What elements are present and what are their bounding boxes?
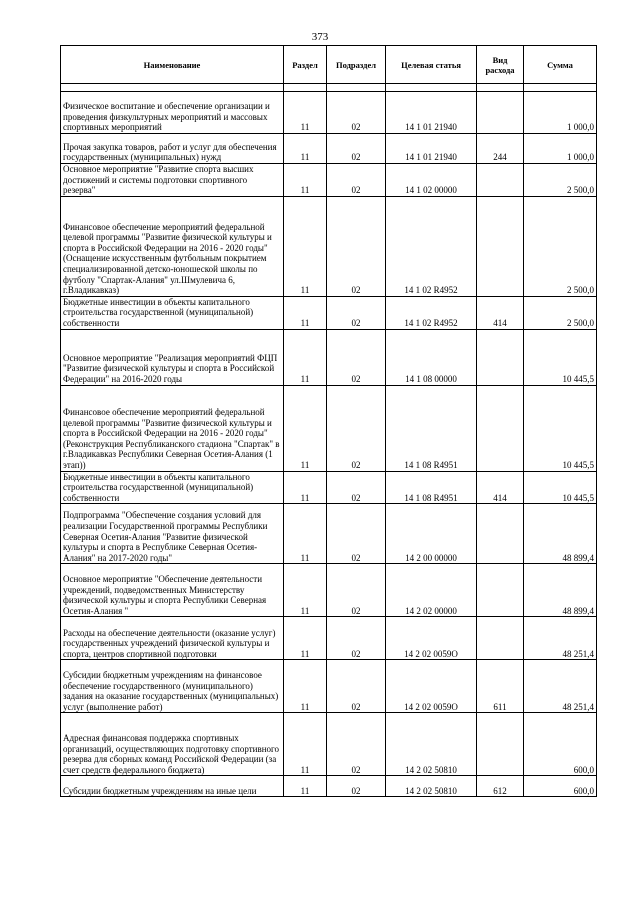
row-section: 11: [284, 92, 327, 134]
row-amount: 10 445,5: [524, 385, 597, 471]
header-name: Наименование: [61, 46, 284, 84]
row-name: Субсидии бюджетным учреждениям на финансовое обеспечение государственного (муниципального) задания на оказание государственных (муниципальных) услуг (выполнение работ): [61, 660, 284, 713]
table-row: [61, 776, 597, 797]
row-amount: 1 000,0: [524, 134, 597, 164]
row-subsection: 02: [327, 329, 386, 385]
table-row: [61, 617, 597, 660]
row-subsection: 02: [327, 504, 386, 564]
row-name: Основное мероприятие "Развитие спорта высших достижений и системы подготовки спортивного резерва": [61, 164, 284, 197]
row-expense-type: [477, 713, 524, 776]
header-amount: Сумма: [524, 46, 597, 84]
header-target-article: Целевая статья: [386, 46, 477, 84]
header-section: Раздел: [284, 46, 327, 84]
row-name: Подпрограмма "Обеспечение создания условий для реализации Государственной программы Республики Северная Осетия-Алания "Развитие физической культуры и спорта в Республике Северная Осетия-Алания" на 2017-2020 годы": [61, 504, 284, 564]
row-section: 11: [284, 296, 327, 329]
table-row: [61, 660, 597, 713]
header-subsection: Подраздел: [327, 46, 386, 84]
table-body: [61, 84, 597, 797]
row-target-article: 14 1 02 00000: [386, 164, 477, 197]
row-expense-type: 414: [477, 296, 524, 329]
row-target-article: 14 2 02 00000: [386, 564, 477, 617]
row-expense-type: 244: [477, 134, 524, 164]
row-subsection: 02: [327, 660, 386, 713]
row-expense-type: [477, 164, 524, 197]
row-amount: 48 251,4: [524, 617, 597, 660]
row-target-article: 14 1 08 R4951: [386, 385, 477, 471]
row-expense-type: [477, 564, 524, 617]
row-subsection: 02: [327, 385, 386, 471]
row-expense-type: [477, 617, 524, 660]
budget-table: [60, 45, 597, 797]
row-section: 11: [284, 617, 327, 660]
table-row: [61, 196, 597, 296]
table-row: [61, 504, 597, 564]
row-amount: 48 899,4: [524, 504, 597, 564]
table-row: [61, 329, 597, 385]
row-subsection: 02: [327, 134, 386, 164]
row-name: Финансовое обеспечение мероприятий федеральной целевой программы "Развитие физической культуры и спорта в Российской Федерации на 2016 - 2020 годы" (Реконструкция Республиканского стадиона "Спартак" в г.Владикавказ Республики Северная Осетия-Алания (1 этап)): [61, 385, 284, 471]
row-target-article: 14 2 02 0059O: [386, 617, 477, 660]
page-number: 373: [311, 31, 329, 43]
row-section: 11: [284, 385, 327, 471]
row-amount: 2 500,0: [524, 164, 597, 197]
row-section: 11: [284, 471, 327, 504]
table-row: [61, 134, 597, 164]
row-subsection: 02: [327, 713, 386, 776]
row-target-article: 14 1 02 R4952: [386, 196, 477, 296]
row-target-article: 14 1 02 R4952: [386, 296, 477, 329]
row-target-article: 14 2 00 00000: [386, 504, 477, 564]
row-name: Бюджетные инвестиции в объекты капитального строительства государственной (муниципальной) собственности: [61, 296, 284, 329]
row-name: Адресная финансовая поддержка спортивных организаций, осуществляющих подготовку спортивного резерва для сборных команд Российской Федерации (за счет средств федерального бюджета): [61, 713, 284, 776]
row-subsection: 02: [327, 196, 386, 296]
row-amount: 48 899,4: [524, 564, 597, 617]
row-amount: 2 500,0: [524, 196, 597, 296]
table-row: [61, 385, 597, 471]
row-section: 11: [284, 329, 327, 385]
row-section: 11: [284, 713, 327, 776]
row-expense-type: [477, 92, 524, 134]
row-section: 11: [284, 660, 327, 713]
row-expense-type: 611: [477, 660, 524, 713]
table-row: [61, 296, 597, 329]
row-target-article: 14 2 02 0059O: [386, 660, 477, 713]
row-name: Основное мероприятие "Обеспечение деятельности учреждений, подведомственных Министерству физической культуры и спорта Республики Северная Осетия-Алания ": [61, 564, 284, 617]
row-expense-type: [477, 196, 524, 296]
row-name: Расходы на обеспечение деятельности (оказание услуг) государственных учреждений физической культуры и спорта, центров спортивной подготовки: [61, 617, 284, 660]
table-row: [61, 564, 597, 617]
row-subsection: 02: [327, 617, 386, 660]
row-amount: 1 000,0: [524, 92, 597, 134]
row-amount: 600,0: [524, 776, 597, 797]
row-expense-type: 612: [477, 776, 524, 797]
table-row: [61, 713, 597, 776]
row-amount: 48 251,4: [524, 660, 597, 713]
row-amount: 2 500,0: [524, 296, 597, 329]
row-name: Субсидии бюджетным учреждениям на иные цели: [61, 776, 284, 797]
row-subsection: 02: [327, 564, 386, 617]
row-expense-type: [477, 504, 524, 564]
row-target-article: 14 1 01 21940: [386, 134, 477, 164]
header-spacer-row: [61, 84, 597, 92]
row-section: 11: [284, 196, 327, 296]
row-section: 11: [284, 504, 327, 564]
row-target-article: 14 1 08 R4951: [386, 471, 477, 504]
row-name: Бюджетные инвестиции в объекты капитального строительства государственной (муниципальной) собственности: [61, 471, 284, 504]
header-expense-type: Вид расхода: [477, 46, 524, 84]
row-subsection: 02: [327, 296, 386, 329]
row-name: Основное мероприятие "Реализация мероприятий ФЦП "Развитие физической культуры и спорта в Российской Федерации" на 2016-2020 годы: [61, 329, 284, 385]
row-expense-type: [477, 329, 524, 385]
row-name: Финансовое обеспечение мероприятий федеральной целевой программы "Развитие физической культуры и спорта в Российской Федерации на 2016 - 2020 годы" (Оснащение искусственным футбольным покрытием специализированной детско-юношеской школы по футболу "Спартак-Алания" ул.Шмулевича 6, г.Владикавказ): [61, 196, 284, 296]
row-name: Физическое воспитание и обеспечение организации и проведения физкультурных мероприятий и массовых спортивных мероприятий: [61, 92, 284, 134]
table-row: [61, 471, 597, 504]
row-section: 11: [284, 164, 327, 197]
row-amount: 600,0: [524, 713, 597, 776]
table-header-row: [61, 46, 597, 84]
row-section: 11: [284, 134, 327, 164]
table-row: [61, 164, 597, 197]
row-amount: 10 445,5: [524, 329, 597, 385]
row-amount: 10 445,5: [524, 471, 597, 504]
row-subsection: 02: [327, 776, 386, 797]
row-target-article: 14 1 08 00000: [386, 329, 477, 385]
row-section: 11: [284, 776, 327, 797]
row-subsection: 02: [327, 92, 386, 134]
row-expense-type: 414: [477, 471, 524, 504]
table-row: [61, 92, 597, 134]
row-target-article: 14 1 01 21940: [386, 92, 477, 134]
row-subsection: 02: [327, 164, 386, 197]
row-target-article: 14 2 02 50810: [386, 713, 477, 776]
row-expense-type: [477, 385, 524, 471]
row-name: Прочая закупка товаров, работ и услуг для обеспечения государственных (муниципальных) нужд: [61, 134, 284, 164]
row-subsection: 02: [327, 471, 386, 504]
row-target-article: 14 2 02 50810: [386, 776, 477, 797]
row-section: 11: [284, 564, 327, 617]
